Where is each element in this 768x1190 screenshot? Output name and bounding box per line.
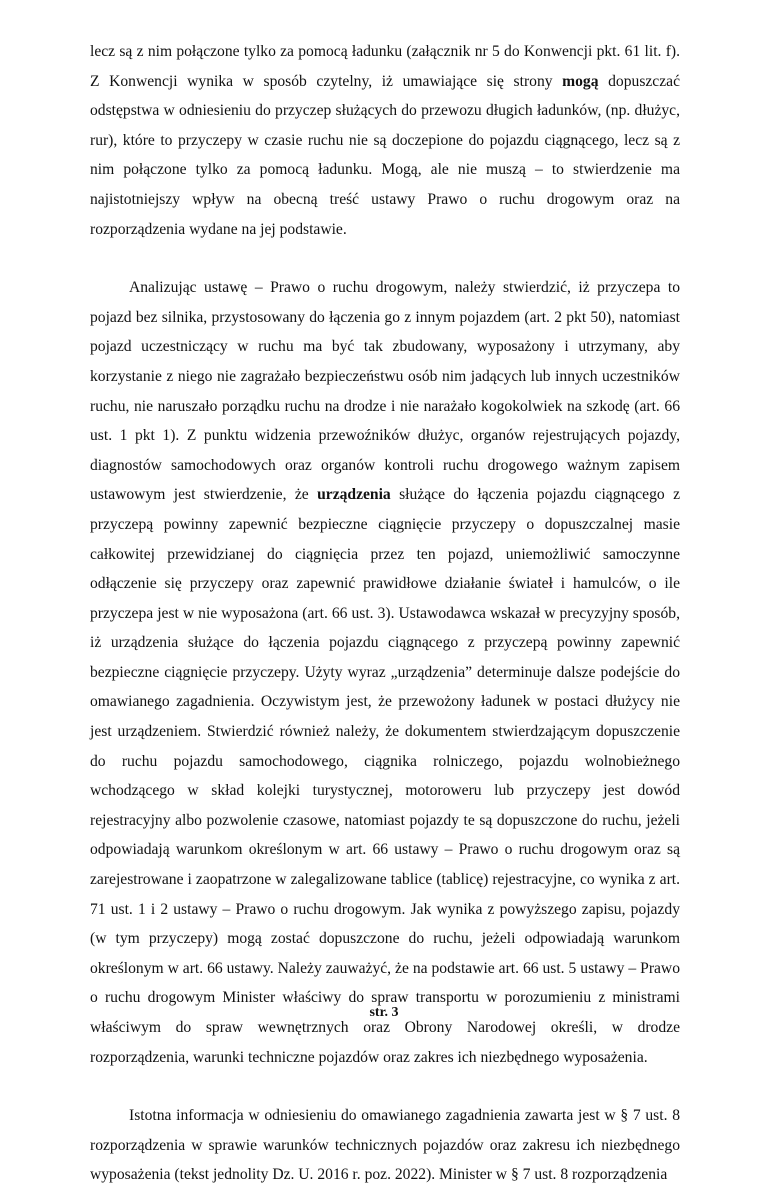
p2-text-a: Analizując ustawę – Prawo o ruchu drogowym, należy stwierdzić, iż przyczepa to pojazd bez silnika, przystosowany do łączenia go z innym pojazdem (art. 2 pkt 50), natomiast pojazd uczestniczący w ruchu ma być tak zbudowany, wyposażony i utrzymany, aby korzystanie z niego nie zagrażało bezpieczeństwu osób nim jadących lub innych uczestników ruchu, nie naruszało porządku ruchu na drodze i nie narażało kogokolwiek na szkodę (art. 66 ust. 1 pkt 1). Z punktu widzenia przewoźników dłużyc, organów rejestrujących pojazdy, diagnostów samochodowych oraz organów kontroli ruchu drogowego ważnym zapisem ustawowym jest stwierdzenie, że	[90, 279, 680, 504]
paragraph-spacer	[90, 244, 680, 273]
p1-text-b: dopuszczać odstępstwa w odniesieniu do przyczep służących do przewozu długich ładunków, (np. dłużyc, rur), które to przyczepy w czasie ruchu nie są doczepione do pojazdu ciągnącego, lecz są z nim połączone tylko za pomocą ładunku. Mogą, ale nie muszą – to stwierdzenie ma najistotniejszy wpływ na obecną treść ustawy Prawo o ruchu drogowym oraz na rozporządzenia wydane na jej podstawie.	[90, 72, 680, 238]
page-number: str. 3	[369, 1005, 399, 1020]
paragraph-3	[90, 1101, 680, 1190]
paragraph-2	[90, 273, 680, 1072]
p1-bold-moga: mogą	[562, 72, 599, 90]
p1-text-a: lecz są z nim połączone tylko za pomocą ładunku (załącznik nr 5 do Konwencji pkt. 61 lit. f). Z Konwencji wynika w sposób czytelny, iż umawiające się strony	[90, 43, 680, 90]
p2-text-b: służące do łączenia pojazdu ciągnącego z przyczepą powinny zapewnić bezpieczne ciągnięcie przyczepy o dopuszczalnej masie całkowitej przewidzianej do ciągnięcia przez ten pojazd, uniemożliwić samoczynne odłączenie się przyczepy oraz zapewnić prawidłowe działanie świateł i hamulców, o ile przyczepa jest w nie wyposażona (art. 66 ust. 3). Ustawodawca wskazał w precyzyjny sposób, iż urządzenia służące do łączenia pojazdu ciągnącego z przyczepą powinny zapewnić bezpieczne ciągnięcie przyczepy. Użyty wyraz „urządzenia” determinuje dalsze podejście do omawianego zagadnienia. Oczywistym jest, że przewożony ładunek w postaci dłużycy nie jest urządzeniem. Stwierdzić również należy, że dokumentem stwierdzającym dopuszczenie do ruchu pojazdu samochodowego, ciągnika rolniczego, pojazdu wolnobieżnego wchodzącego w skład kolejki turystycznej, motoroweru lub przyczepy jest dowód rejestracyjny albo pozwolenie czasowe, natomiast pojazdy te są dopuszczone do ruchu, jeżeli odpowiadają warunkom określonym w art. 66 ustawy – Prawo o ruchu drogowym oraz są zarejestrowane i zaopatrzone w zalegalizowane tablice (tablicę) rejestracyjne, co wynika z art. 71 ust. 1 i 2 ustawy – Prawo o ruchu drogowym. Jak wynika z powyższego zapisu, pojazdy (w tym przyczepy) mogą zostać dopuszczone do ruchu, jeżeli odpowiadają warunkom określonym w art. 66 ustawy. Należy zauważyć, że na podstawie art. 66 ust. 5 ustawy – Prawo o ruchu drogowym Minister właściwy do spraw transportu w porozumieniu z ministrami właściwym do spraw wewnętrznych oraz Obrony Narodowej określi, w drodze rozporządzenia, warunki techniczne pojazdów oraz zakres ich niezbędnego wyposażenia.	[90, 486, 680, 1066]
paragraph-1	[90, 37, 680, 244]
paragraph-spacer	[90, 1072, 680, 1101]
p3-text: Istotna informacja w odniesieniu do omawianego zagadnienia zawarta jest w § 7 ust. 8 rozporządzenia w sprawie warunków technicznych pojazdów oraz zakresu ich niezbędnego wyposażenia (tekst jednolity Dz. U. 2016 r. poz. 2022). Minister w § 7 ust. 8 rozporządzenia	[90, 1107, 680, 1184]
p2-bold-urzadzenia: urządzenia	[317, 486, 391, 504]
